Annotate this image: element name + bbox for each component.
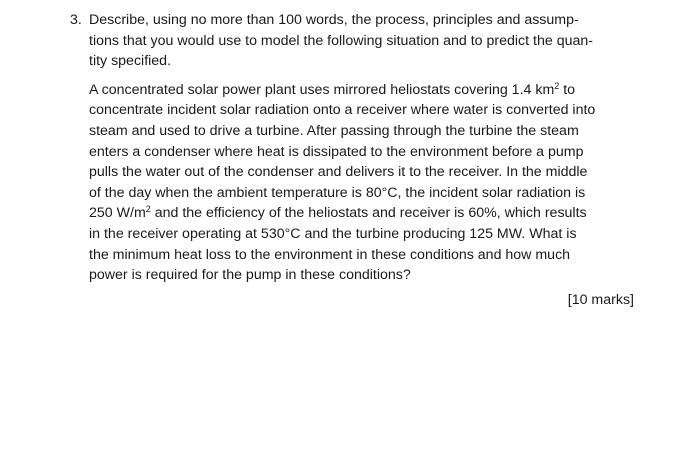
superscript: 2 xyxy=(145,204,151,215)
marks-label: [10 marks] xyxy=(567,292,634,308)
scenario-line: of the day when the ambient temperature is 80°C, the incident solar radiation is xyxy=(89,184,586,201)
stem-line: tity specified. xyxy=(89,53,172,70)
scenario-text: 250 W/m xyxy=(89,205,146,222)
question-block xyxy=(70,10,650,286)
scenario-line: power is required for the pump in these conditions? xyxy=(89,267,411,284)
scenario-paragraph xyxy=(89,80,650,286)
question-stem xyxy=(89,10,650,72)
stem-line: Describe, using no more than 100 words, the process, principles and assump- xyxy=(89,12,579,28)
scenario-text: and the efficiency of the heliostats and receiver is 60%, which results xyxy=(150,205,587,222)
question-body xyxy=(89,10,650,286)
scenario-text: to xyxy=(559,81,576,98)
scenario-line xyxy=(89,80,650,101)
stem-line: tions that you would use to model the following situation and to predict the quan- xyxy=(89,32,593,49)
scenario-line: pulls the water out of the condenser and delivers it to the receiver. In the middle xyxy=(89,164,588,181)
scenario-text: A concentrated solar power plant uses mirrored heliostats covering 1.4 km xyxy=(89,81,555,98)
scenario-line: concentrate incident solar radiation onto a receiver where water is converted into xyxy=(89,102,596,119)
scenario-line: steam and used to drive a turbine. After passing through the turbine the steam xyxy=(89,122,579,139)
scenario-line: enters a condenser where heat is dissipated to the environment before a pump xyxy=(89,143,584,160)
superscript: 2 xyxy=(554,80,560,91)
question-number: 3. xyxy=(70,12,82,28)
scenario-line xyxy=(89,203,650,224)
scenario-line: the minimum heat loss to the environment in these conditions and how much xyxy=(89,246,571,263)
scenario-line: in the receiver operating at 530°C and the turbine producing 125 MW. What is xyxy=(89,225,577,242)
